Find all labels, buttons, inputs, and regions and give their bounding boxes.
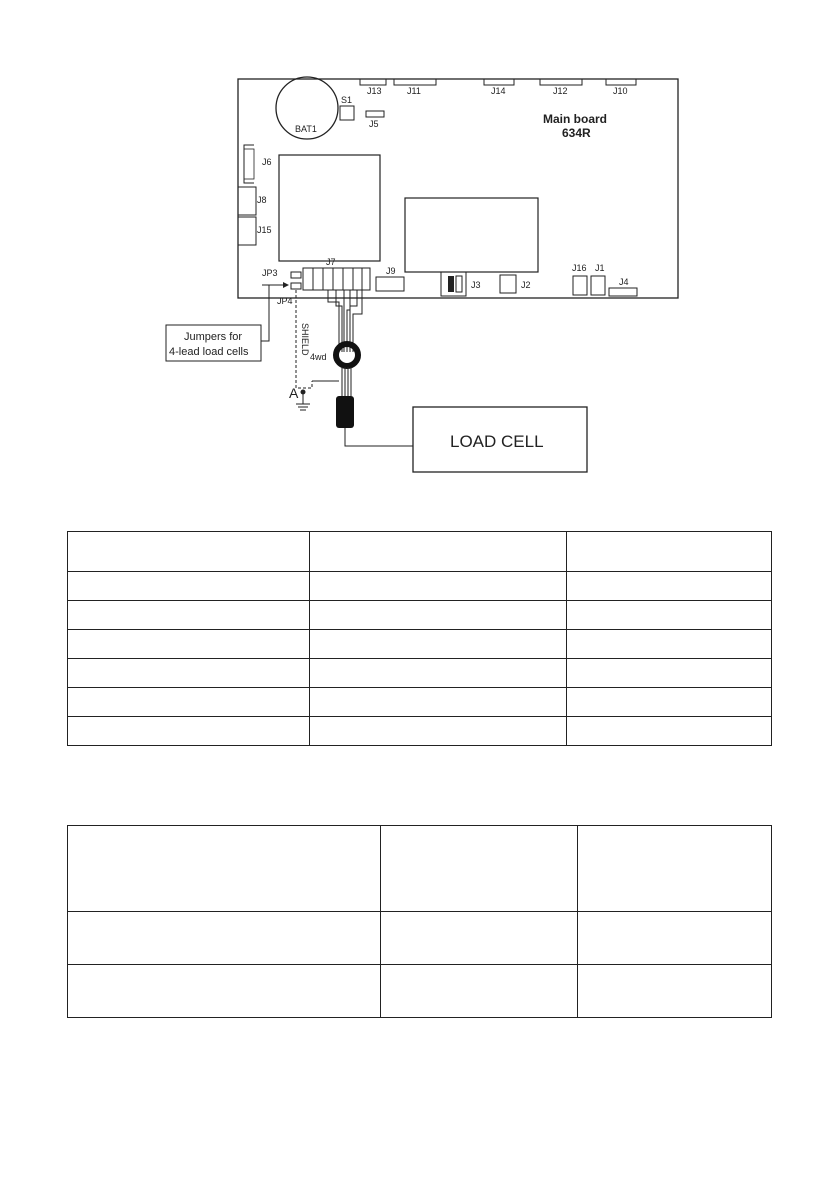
connector-j15 [238,217,256,245]
main-board-outline [238,79,678,298]
connector-j2 [500,275,516,293]
label-s1: S1 [341,95,353,105]
connector-j13 [360,79,386,85]
table-cell [380,912,578,965]
table-cell [567,532,772,572]
connector-j6 [244,145,254,183]
table-cell [68,659,310,688]
callout-line1: Jumpers for [184,331,243,343]
table-cell [567,572,772,601]
label-j3: J3 [471,280,481,290]
connection-table [67,531,772,746]
connector-j1 [591,276,605,295]
table-cell [578,965,772,1018]
jumper-table [67,825,772,1018]
module-block-right [405,198,538,272]
label-j8: J8 [257,195,267,205]
label-j13: J13 [367,86,382,96]
board-title-line1: Main board [543,112,608,126]
table-cell [567,630,772,659]
label-j7: J7 [326,257,336,267]
label-jp4: JP4 [277,296,293,306]
table-cell [68,826,381,912]
table-cell [309,601,567,630]
ground-point-label: A [289,385,299,401]
label-j11: J11 [407,86,421,96]
switch-s1 [340,106,354,120]
table-cell [567,601,772,630]
connector-j12 [540,79,582,85]
wiring-diagram [0,0,839,490]
table-cell [578,826,772,912]
connector-j16 [573,276,587,295]
jumper-jp4 [291,283,301,289]
label-j15: J15 [257,225,272,235]
callout-line2: 4-lead load cells [169,346,249,358]
label-j10: J10 [613,86,628,96]
connector-j4 [609,288,637,296]
load-cell-label: LOAD CELL [450,432,544,451]
table-cell [309,572,567,601]
table-cell [567,717,772,746]
table-cell [578,912,772,965]
table-cell [380,826,578,912]
label-j4: J4 [619,277,629,287]
label-j1: J1 [595,263,605,273]
label-j14: J14 [491,86,506,96]
table-cell [309,532,567,572]
connector-j10 [606,79,636,85]
table-cell [68,572,310,601]
table-cell [309,659,567,688]
table-cell [68,912,381,965]
label-bat1: BAT1 [295,124,317,134]
table-cell [68,965,381,1018]
jumper-jp3 [291,272,301,278]
connector-j8 [238,187,256,215]
table-cell [309,717,567,746]
cable-gland [336,396,354,428]
table-cell [68,688,310,717]
table-cell [68,601,310,630]
module-block-left [279,155,380,261]
connector-j9 [376,277,404,291]
table-cell [68,532,310,572]
ferrite-label: 4wd [310,352,327,362]
label-j2: J2 [521,280,531,290]
table-cell [380,965,578,1018]
label-j9: J9 [386,266,396,276]
connector-j5 [366,111,384,117]
label-j6: J6 [262,157,272,167]
label-j12: J12 [553,86,568,96]
shield-label: SHIELD [300,323,310,356]
label-j5: J5 [369,119,379,129]
table-cell [309,688,567,717]
label-j16: J16 [572,263,587,273]
connector-j14 [484,79,514,85]
ground-icon [296,404,310,410]
table-cell [309,630,567,659]
table-cell [68,630,310,659]
table-cell [68,717,310,746]
table-cell [567,688,772,717]
board-title-line2: 634R [562,126,591,140]
connector-j11 [394,79,436,85]
label-jp3: JP3 [262,268,278,278]
table-cell [567,659,772,688]
